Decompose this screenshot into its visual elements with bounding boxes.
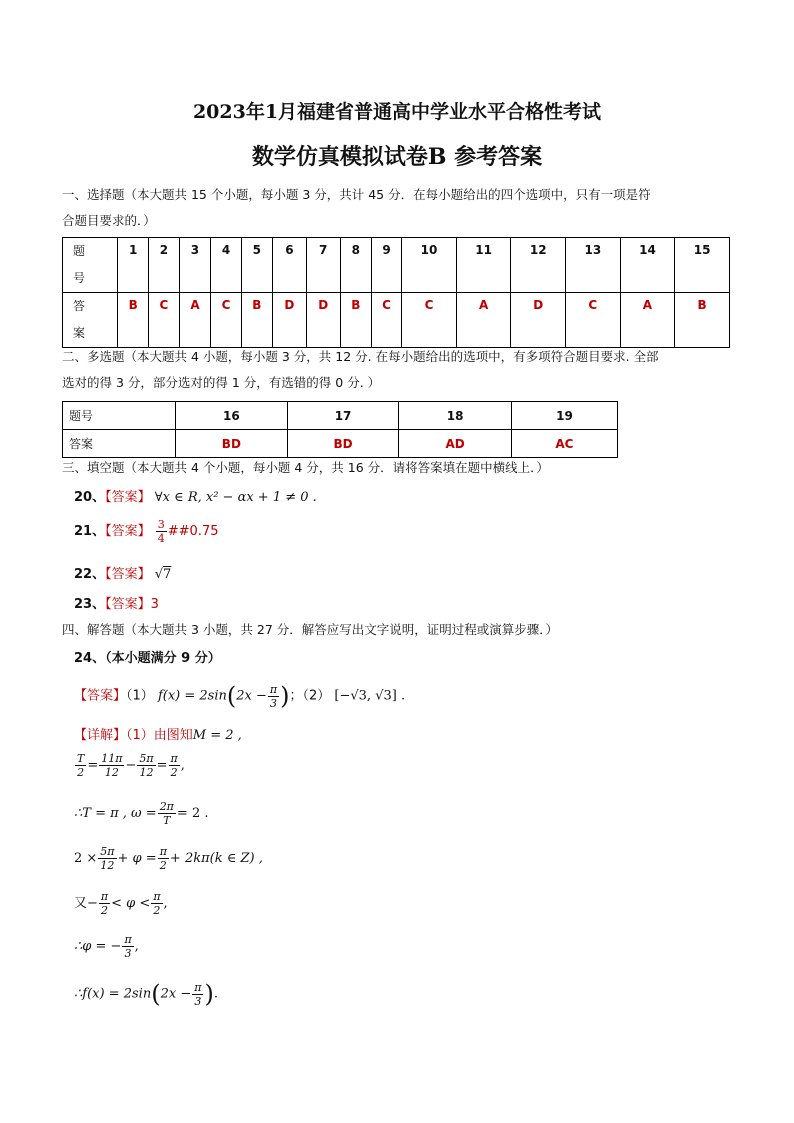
- question-number: 1: [118, 238, 149, 293]
- row-label-question: 题 号: [63, 238, 118, 293]
- row-label-answer: 答 案: [63, 293, 118, 348]
- answer-cell: AC: [511, 430, 617, 458]
- q24-step-conclusion: ∴f(x) = 2sin(2x − $\frac{\pi}{3}$ ).: [74, 980, 218, 1008]
- question-number: 13: [566, 238, 621, 293]
- answer-q22: 22、【答案】 √7: [74, 567, 172, 582]
- row-label-answer: 答案: [63, 430, 176, 458]
- section2-intro-line2: 选对的得 3 分，部分选对的得 1 分，有选错的得 0 分. ）: [62, 375, 381, 390]
- answer-cell: C: [566, 293, 621, 348]
- answer-row: [63, 430, 618, 458]
- answer-cell: AD: [399, 430, 511, 458]
- section1-intro: [62, 182, 732, 234]
- question-number: 16: [176, 402, 288, 430]
- question-number: 8: [340, 238, 371, 293]
- section1-intro-line2: 合题目要求的．）: [62, 213, 156, 228]
- question-number-row: [63, 238, 730, 293]
- single-choice-answer-table: [62, 237, 730, 348]
- question-number: 4: [211, 238, 241, 293]
- answer-cell: C: [371, 293, 401, 348]
- question-number: 5: [241, 238, 272, 293]
- question-number: 2: [149, 238, 179, 293]
- answer-q20: 20、【答案】 ∀x ∈ R, x² − αx + 1 ≠ 0 .: [74, 490, 317, 505]
- section2-intro-line1: 二、多选题（本大题共 4 小题，每小题 3 分，共 12 分. 在每小题给出的选项中，有多项符合题目要求. 全部: [62, 349, 659, 364]
- answer-q23: 23、【答案】3: [74, 597, 159, 612]
- row-label-question: 题号: [63, 402, 176, 430]
- q24-answer: 【答案】（1） f(x) = 2sin(2x − $\frac{\pi}{3}$ )；（2） [−√3, √3] .: [74, 682, 406, 710]
- question-number: 14: [620, 238, 675, 293]
- q24-step-omega: ∴T = π , ω = $\frac{2\pi}{T}$ = 2 .: [74, 800, 209, 827]
- question-number: 6: [272, 238, 306, 293]
- answer-cell: D: [272, 293, 306, 348]
- question-number: 9: [371, 238, 401, 293]
- answer-cell: B: [340, 293, 371, 348]
- answer-cell: D: [306, 293, 340, 348]
- question-number: 18: [399, 402, 511, 430]
- question-number: 17: [287, 402, 399, 430]
- q24-step-phi-range: 又− $\frac{\pi}{2}$ < φ < $\frac{\pi}{2}$ ,: [74, 890, 168, 917]
- question-number-row: [63, 402, 618, 430]
- answer-cell: D: [511, 293, 566, 348]
- question-number: 11: [456, 238, 511, 293]
- answer-cell: B: [241, 293, 272, 348]
- q24-step-phi-equation: 2 × $\frac{5\pi}{12}$ + φ = $\frac{\pi}{2}$ + 2kπ(k ∈ Z) ,: [74, 845, 263, 872]
- question-number: 3: [179, 238, 211, 293]
- question-number: 15: [675, 238, 730, 293]
- q24-step-period: $\frac{T}{2}$ = $\frac{11\pi}{12}$ − $\frac{5\pi}{12}$ = $\frac{\pi}{2}$ ,: [77, 752, 185, 779]
- answer-cell: C: [149, 293, 179, 348]
- answer-q21: 21、【答案】 $\frac{3}{4}$ ##0.75: [74, 518, 219, 545]
- q24-title: 24、（本小题满分 9 分）: [74, 651, 221, 666]
- answer-row: [63, 293, 730, 348]
- section4-intro: 四、解答题（本大题共 3 小题，共 27 分．解答应写出文字说明，证明过程或演算步骤．）: [62, 622, 559, 637]
- multi-choice-answer-table: [62, 401, 618, 458]
- section2-intro: [62, 344, 732, 396]
- answer-cell: B: [118, 293, 149, 348]
- section3-intro: 三、填空题（本大题共 4 个小题，每小题 4 分，共 16 分．请将答案填在题中横线上．）: [62, 460, 549, 475]
- answer-cell: B: [675, 293, 730, 348]
- answer-cell: C: [211, 293, 241, 348]
- q24-detail-start: 【详解】（1）由图知M = 2 ,: [74, 728, 242, 743]
- answer-cell: A: [179, 293, 211, 348]
- document-subtitle: 数学仿真模拟试卷B 参考答案: [251, 144, 543, 170]
- question-number: 19: [511, 402, 617, 430]
- answer-cell: A: [456, 293, 511, 348]
- question-number: 12: [511, 238, 566, 293]
- answer-cell: C: [402, 293, 457, 348]
- question-number: 10: [402, 238, 457, 293]
- q24-step-phi-value: ∴φ = − $\frac{\pi}{3}$ ,: [74, 933, 139, 960]
- section1-intro-line1: 一、选择题（本大题共 15 个小题，每小题 3 分，共计 45 分．在每小题给出的四个选项中，只有一项是符: [62, 187, 651, 202]
- question-number: 7: [306, 238, 340, 293]
- answer-cell: BD: [176, 430, 288, 458]
- answer-cell: BD: [287, 430, 399, 458]
- answer-cell: A: [620, 293, 675, 348]
- document-title: 2023年1月福建省普通高中学业水平合格性考试: [192, 101, 602, 123]
